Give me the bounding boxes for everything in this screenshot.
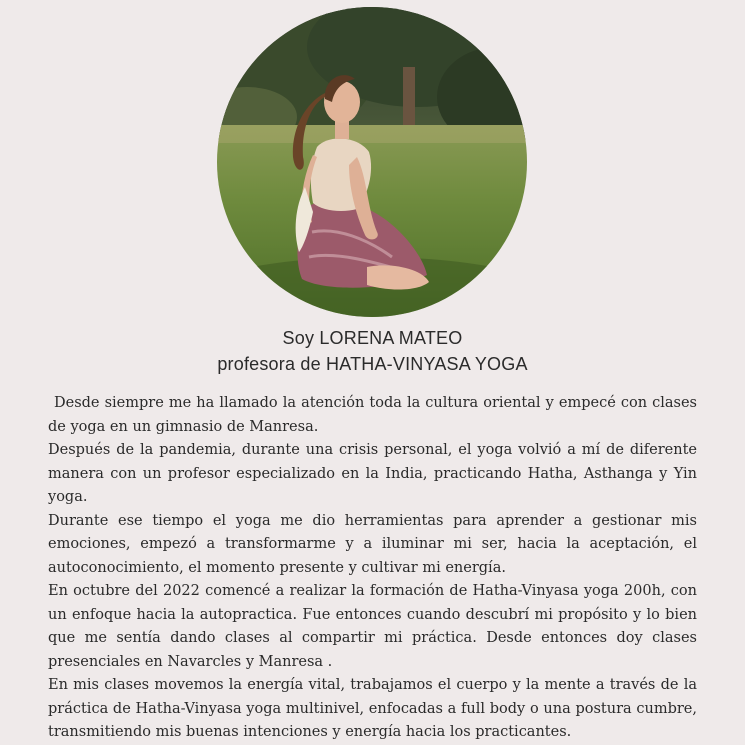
page-heading xyxy=(0,325,745,377)
bio-paragraph: Durante ese tiempo el yoga me dio herramientas para aprender a gestionar mis emociones, empezó a transformarme y a iluminar mi ser, hacia la aceptación, el autoconocimiento, el momento presente y cultivar mi energía. xyxy=(48,512,697,576)
bio-paragraph: Desde siempre me ha llamado la atención toda la cultura oriental y empecé con clases de yoga en un gimnasio de Manresa. xyxy=(48,395,697,435)
profile-photo xyxy=(217,7,527,317)
instructor-name: Soy LORENA MATEO xyxy=(282,328,463,348)
bio-paragraph: En octubre del 2022 comencé a realizar la formación de Hatha-Vinyasa yoga 200h, con un enfoque hacia la autopractica. Fue entonces cuando descubrí mi propósito y lo bien que me sentía dando clases al compartir mi práctica. Desde entonces doy clases presenciales en Navarcles y Manresa . xyxy=(48,583,697,670)
bio-text xyxy=(48,392,697,745)
yoga-woman-illustration xyxy=(217,7,527,317)
bio-paragraph: En mis clases movemos la energía vital, trabajamos el cuerpo y la mente a través de la práctica de Hatha-Vinyasa yoga multinivel, enfocadas a full body o una postura cumbre, transmitiendo mis buenas intenciones y energía hacia los practicantes. xyxy=(48,677,697,740)
bio-paragraph: Después de la pandemia, durante una crisis personal, el yoga volvió a mí de diferente manera con un profesor especializado en la India, practicando Hatha, Asthanga y Yin yoga. xyxy=(48,442,697,505)
instructor-title: profesora de HATHA-VINYASA YOGA xyxy=(217,354,528,374)
